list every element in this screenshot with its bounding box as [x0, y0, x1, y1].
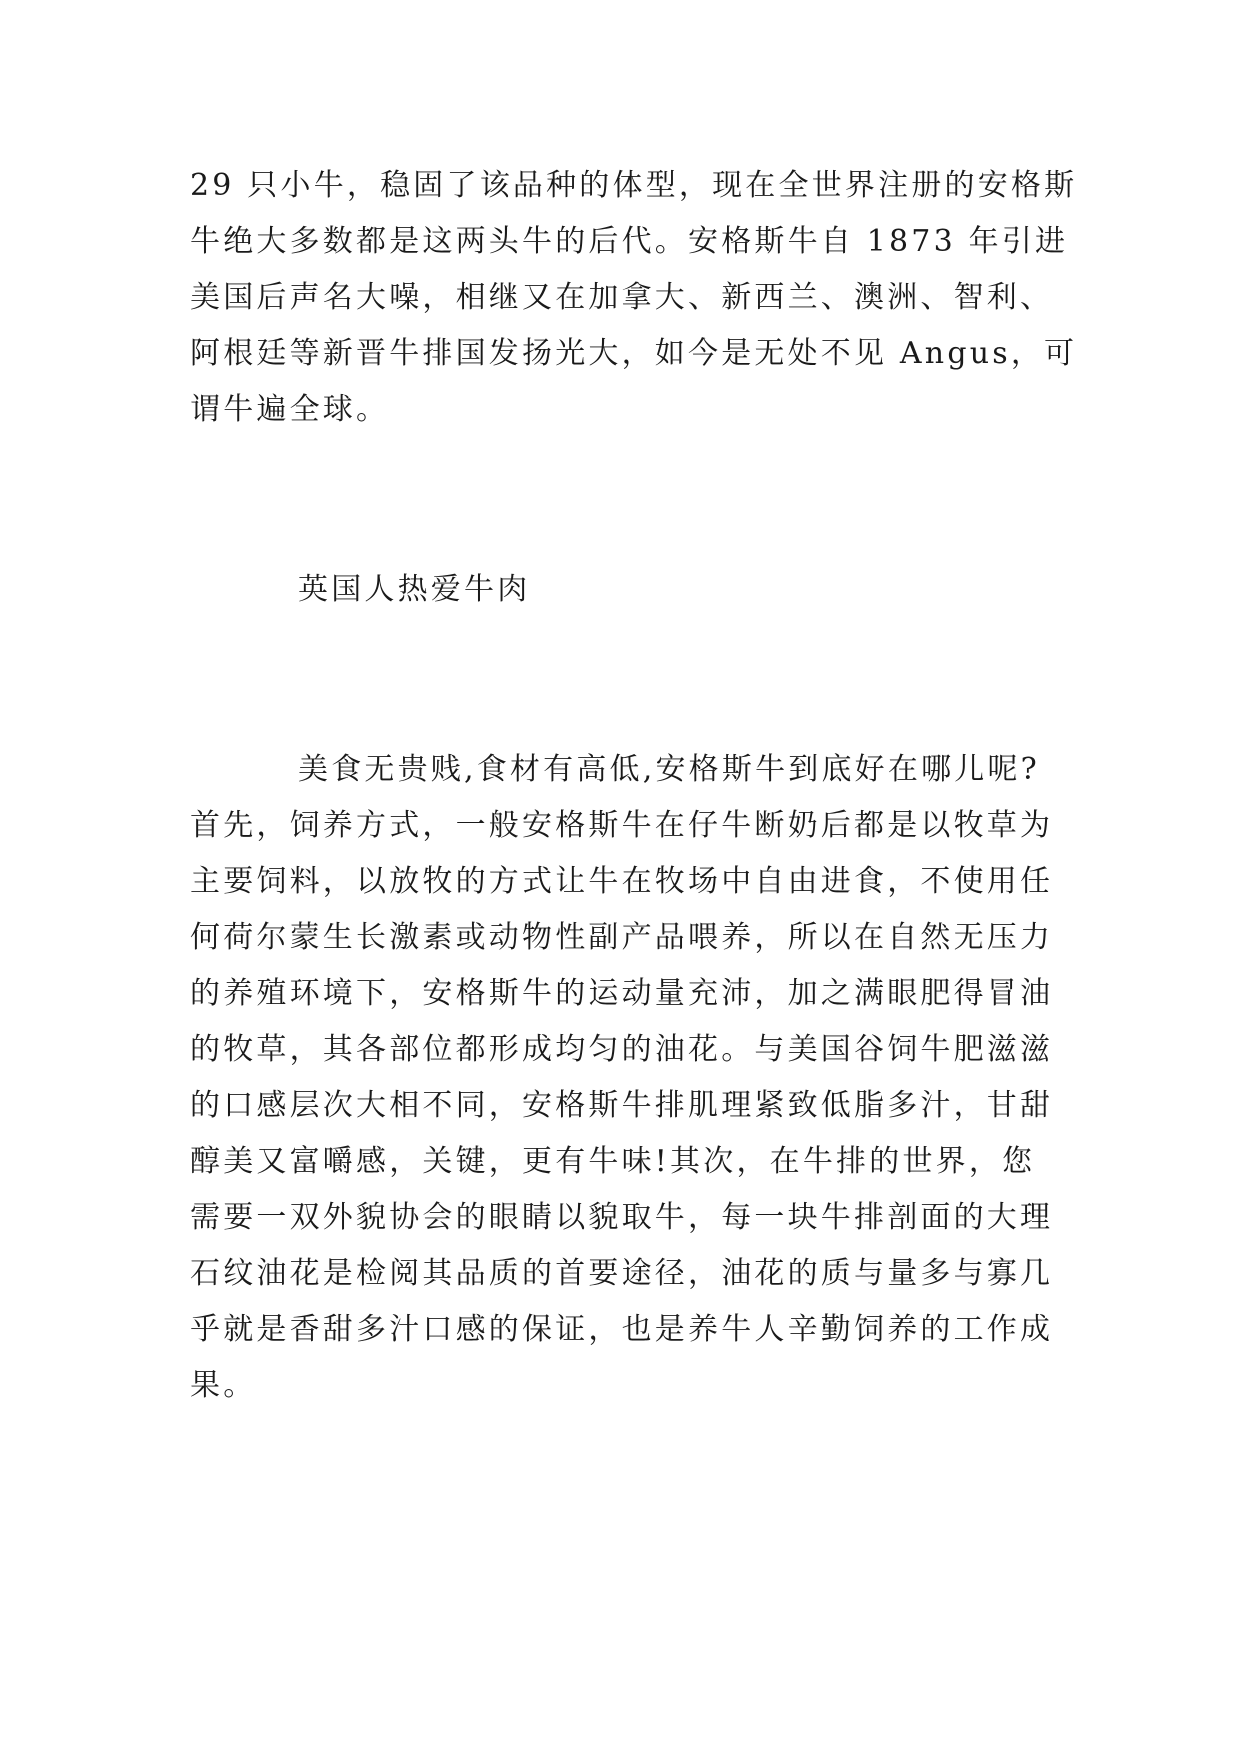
paragraph-1-line-3: 美国后声名大噪，相继又在加拿大、新西兰、澳洲、智利、: [190, 280, 1054, 315]
paragraph-1-line-1: 29 只小牛，稳固了该品种的体型，现在全世界注册的安格斯: [190, 168, 1078, 203]
paragraph-1-line-5: 谓牛遍全球。: [190, 392, 390, 427]
paragraph-2-line-7: 的口感层次大相不同，安格斯牛排肌理紧致低脂多汁，甘甜: [190, 1088, 1054, 1123]
paragraph-1-line-2: 牛绝大多数都是这两头牛的后代。安格斯牛自 1873 年引进: [190, 224, 1069, 259]
paragraph-1-line-4: 阿根廷等新晋牛排国发扬光大，如今是无处不见 Angus，可: [190, 336, 1078, 371]
paragraph-2-line-10: 石纹油花是检阅其品质的首要途径，油花的质与量多与寡几: [190, 1256, 1054, 1291]
paragraph-2-line-1: 美食无贵贱,食材有高低,安格斯牛到底好在哪儿呢?: [298, 752, 1040, 787]
paragraph-2-line-12: 果。: [190, 1368, 257, 1403]
paragraph-2-line-9: 需要一双外貌协会的眼睛以貌取牛，每一块牛排剖面的大理: [190, 1200, 1054, 1235]
paragraph-2-line-3: 主要饲料，以放牧的方式让牛在牧场中自由进食，不使用任: [190, 864, 1054, 899]
paragraph-2-line-11: 乎就是香甜多汁口感的保证，也是养牛人辛勤饲养的工作成: [190, 1312, 1054, 1347]
section-heading: 英国人热爱牛肉: [298, 572, 531, 607]
paragraph-2-line-8: 醇美又富嚼感，关键，更有牛味!其次，在牛排的世界，您: [190, 1144, 1036, 1179]
paragraph-2-line-5: 的养殖环境下，安格斯牛的运动量充沛，加之满眼肥得冒油: [190, 976, 1054, 1011]
paragraph-2-line-2: 首先，饲养方式，一般安格斯牛在仔牛断奶后都是以牧草为: [190, 808, 1054, 843]
paragraph-2-line-6: 的牧草，其各部位都形成均匀的油花。与美国谷饲牛肥滋滋: [190, 1032, 1054, 1067]
paragraph-2-line-4: 何荷尔蒙生长激素或动物性副产品喂养，所以在自然无压力: [190, 920, 1054, 955]
